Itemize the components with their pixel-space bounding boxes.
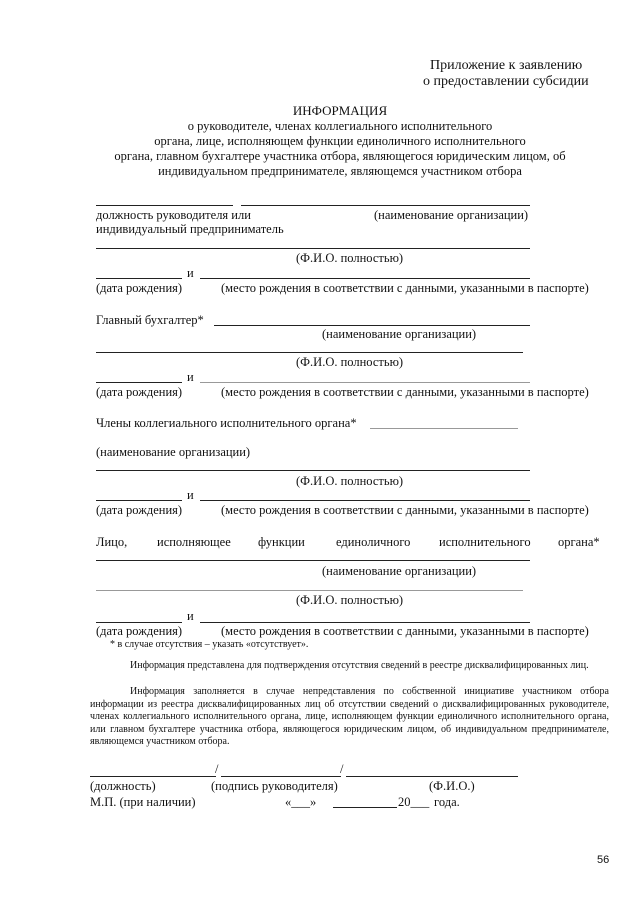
head-fio-field-line[interactable] xyxy=(96,248,530,249)
stamp-label: М.П. (при наличии) xyxy=(90,795,196,809)
board-org-label: (наименование организации) xyxy=(96,445,251,459)
person-word-3: функции xyxy=(258,535,305,549)
head-birth-place-field-line[interactable] xyxy=(200,278,530,279)
date-month-field-line[interactable] xyxy=(333,807,397,808)
chief-accountant-org-field-line[interactable] xyxy=(214,325,530,326)
birth-place-label: (место рождения в соответствии с данными, указанными в паспорте) xyxy=(221,503,589,517)
birth-date-label: (дата рождения) xyxy=(96,281,183,295)
signature-position-label: (должность) xyxy=(90,779,156,793)
year-word: года. xyxy=(434,795,460,809)
title-line-4: индивидуальном предпринимателе, являющемся участником отбора xyxy=(158,164,522,178)
chief-accountant-fio-label: (Ф.И.О. полностью) xyxy=(296,355,404,369)
person-word-6: органа* xyxy=(558,535,600,549)
and-label: и xyxy=(187,370,194,384)
info-paragraph-2: Информация заполняется в случае непредставления по собственной инициативе участником отбора информации из реестра дисквалифицированных лиц об отсутствии сведений о дисквалифицированных руководителе, членах коллегиального исполнительного органа, лице, исполняющем функции единоличного исполнительного органа, или главном бухгалтере участника отбора, являющегося юридическим лицом, об индивидуальном предпринимателе, являющемся участником отбора. xyxy=(90,686,609,747)
sole-executive-fio-label: (Ф.И.О. полностью) xyxy=(296,593,404,607)
title-line-3: органа, главном бухгалтере участника отбора, являющегося юридическим лицом, об xyxy=(114,149,566,163)
birth-place-label: (место рождения в соответствии с данными, указанными в паспорте) xyxy=(221,385,589,399)
and-label: и xyxy=(187,266,194,280)
signature-sign-label: (подпись руководителя) xyxy=(211,779,338,793)
and-label: и xyxy=(187,488,194,502)
title-line-2: органа, лице, исполняющем функции единоличного исполнительного xyxy=(154,134,526,148)
birth-date-label: (дата рождения) xyxy=(96,385,183,399)
board-birth-date-field-line[interactable] xyxy=(96,500,182,501)
signature-slash-2: / xyxy=(340,762,344,776)
board-members-field-line[interactable] xyxy=(370,428,518,429)
head-fio-label: (Ф.И.О. полностью) xyxy=(296,251,404,265)
head-birth-date-field-line[interactable] xyxy=(96,278,182,279)
footnote: * в случае отсутствия – указать «отсутствует». xyxy=(110,639,309,650)
info-paragraph-1: Информация представлена для подтверждения отсутствия сведений в реестре дисквалифицированных лиц. xyxy=(130,660,589,671)
signature-fio-field-line[interactable] xyxy=(346,776,518,777)
board-birth-place-field-line[interactable] xyxy=(200,500,530,501)
board-fio-field-line[interactable] xyxy=(96,470,530,471)
page-number: 56 xyxy=(597,854,610,866)
person-word-5: исполнительного xyxy=(439,535,531,549)
sole-executive-birth-place-field-line[interactable] xyxy=(200,622,530,623)
signature-position-field-line[interactable] xyxy=(90,776,216,777)
and-label: и xyxy=(187,609,194,623)
person-word-2: исполняющее xyxy=(157,535,231,549)
chief-accountant-birth-place-field-line[interactable] xyxy=(200,382,530,383)
chief-accountant-label: Главный бухгалтер* xyxy=(96,313,204,327)
date-day-field[interactable]: «___» xyxy=(285,795,317,809)
position-label-2: индивидуальный предприниматель xyxy=(96,222,284,236)
birth-date-label: (дата рождения) xyxy=(96,503,183,517)
signature-sign-field-line[interactable] xyxy=(221,776,341,777)
birth-place-label: (место рождения в соответствии с данными, указанными в паспорте) xyxy=(221,624,589,638)
chief-accountant-birth-date-field-line[interactable] xyxy=(96,382,182,383)
board-members-label: Члены коллегиального исполнительного органа* xyxy=(96,416,357,430)
signature-fio-label: (Ф.И.О.) xyxy=(429,779,475,793)
birth-place-label: (место рождения в соответствии с данными, указанными в паспорте) xyxy=(221,281,589,295)
org-name-field-line[interactable] xyxy=(241,205,530,206)
birth-date-label: (дата рождения) xyxy=(96,624,183,638)
sole-executive-birth-date-field-line[interactable] xyxy=(96,622,182,623)
document-title: ИНФОРМАЦИЯ xyxy=(292,103,388,118)
position-field-line[interactable] xyxy=(96,205,233,206)
appendix-line-1: Приложение к заявлению xyxy=(430,58,583,73)
appendix-line-2: о предоставлении субсидии xyxy=(423,74,589,89)
position-label-1: должность руководителя или xyxy=(96,208,251,222)
sole-executive-org-label: (наименование организации) xyxy=(322,564,477,578)
chief-accountant-org-label: (наименование организации) xyxy=(322,327,477,341)
org-name-label: (наименование организации) xyxy=(374,208,529,222)
title-line-1: о руководителе, членах коллегиального исполнительного xyxy=(187,119,493,133)
person-word-4: единоличного xyxy=(336,535,411,549)
sole-executive-fio-field-line[interactable] xyxy=(96,590,523,591)
signature-slash-1: / xyxy=(215,762,219,776)
board-fio-label: (Ф.И.О. полностью) xyxy=(296,474,404,488)
chief-accountant-fio-field-line[interactable] xyxy=(96,352,523,353)
sole-executive-org-field-line[interactable] xyxy=(96,560,530,561)
date-year-field[interactable]: 20___ xyxy=(398,795,430,809)
person-word-1: Лицо, xyxy=(96,535,128,549)
